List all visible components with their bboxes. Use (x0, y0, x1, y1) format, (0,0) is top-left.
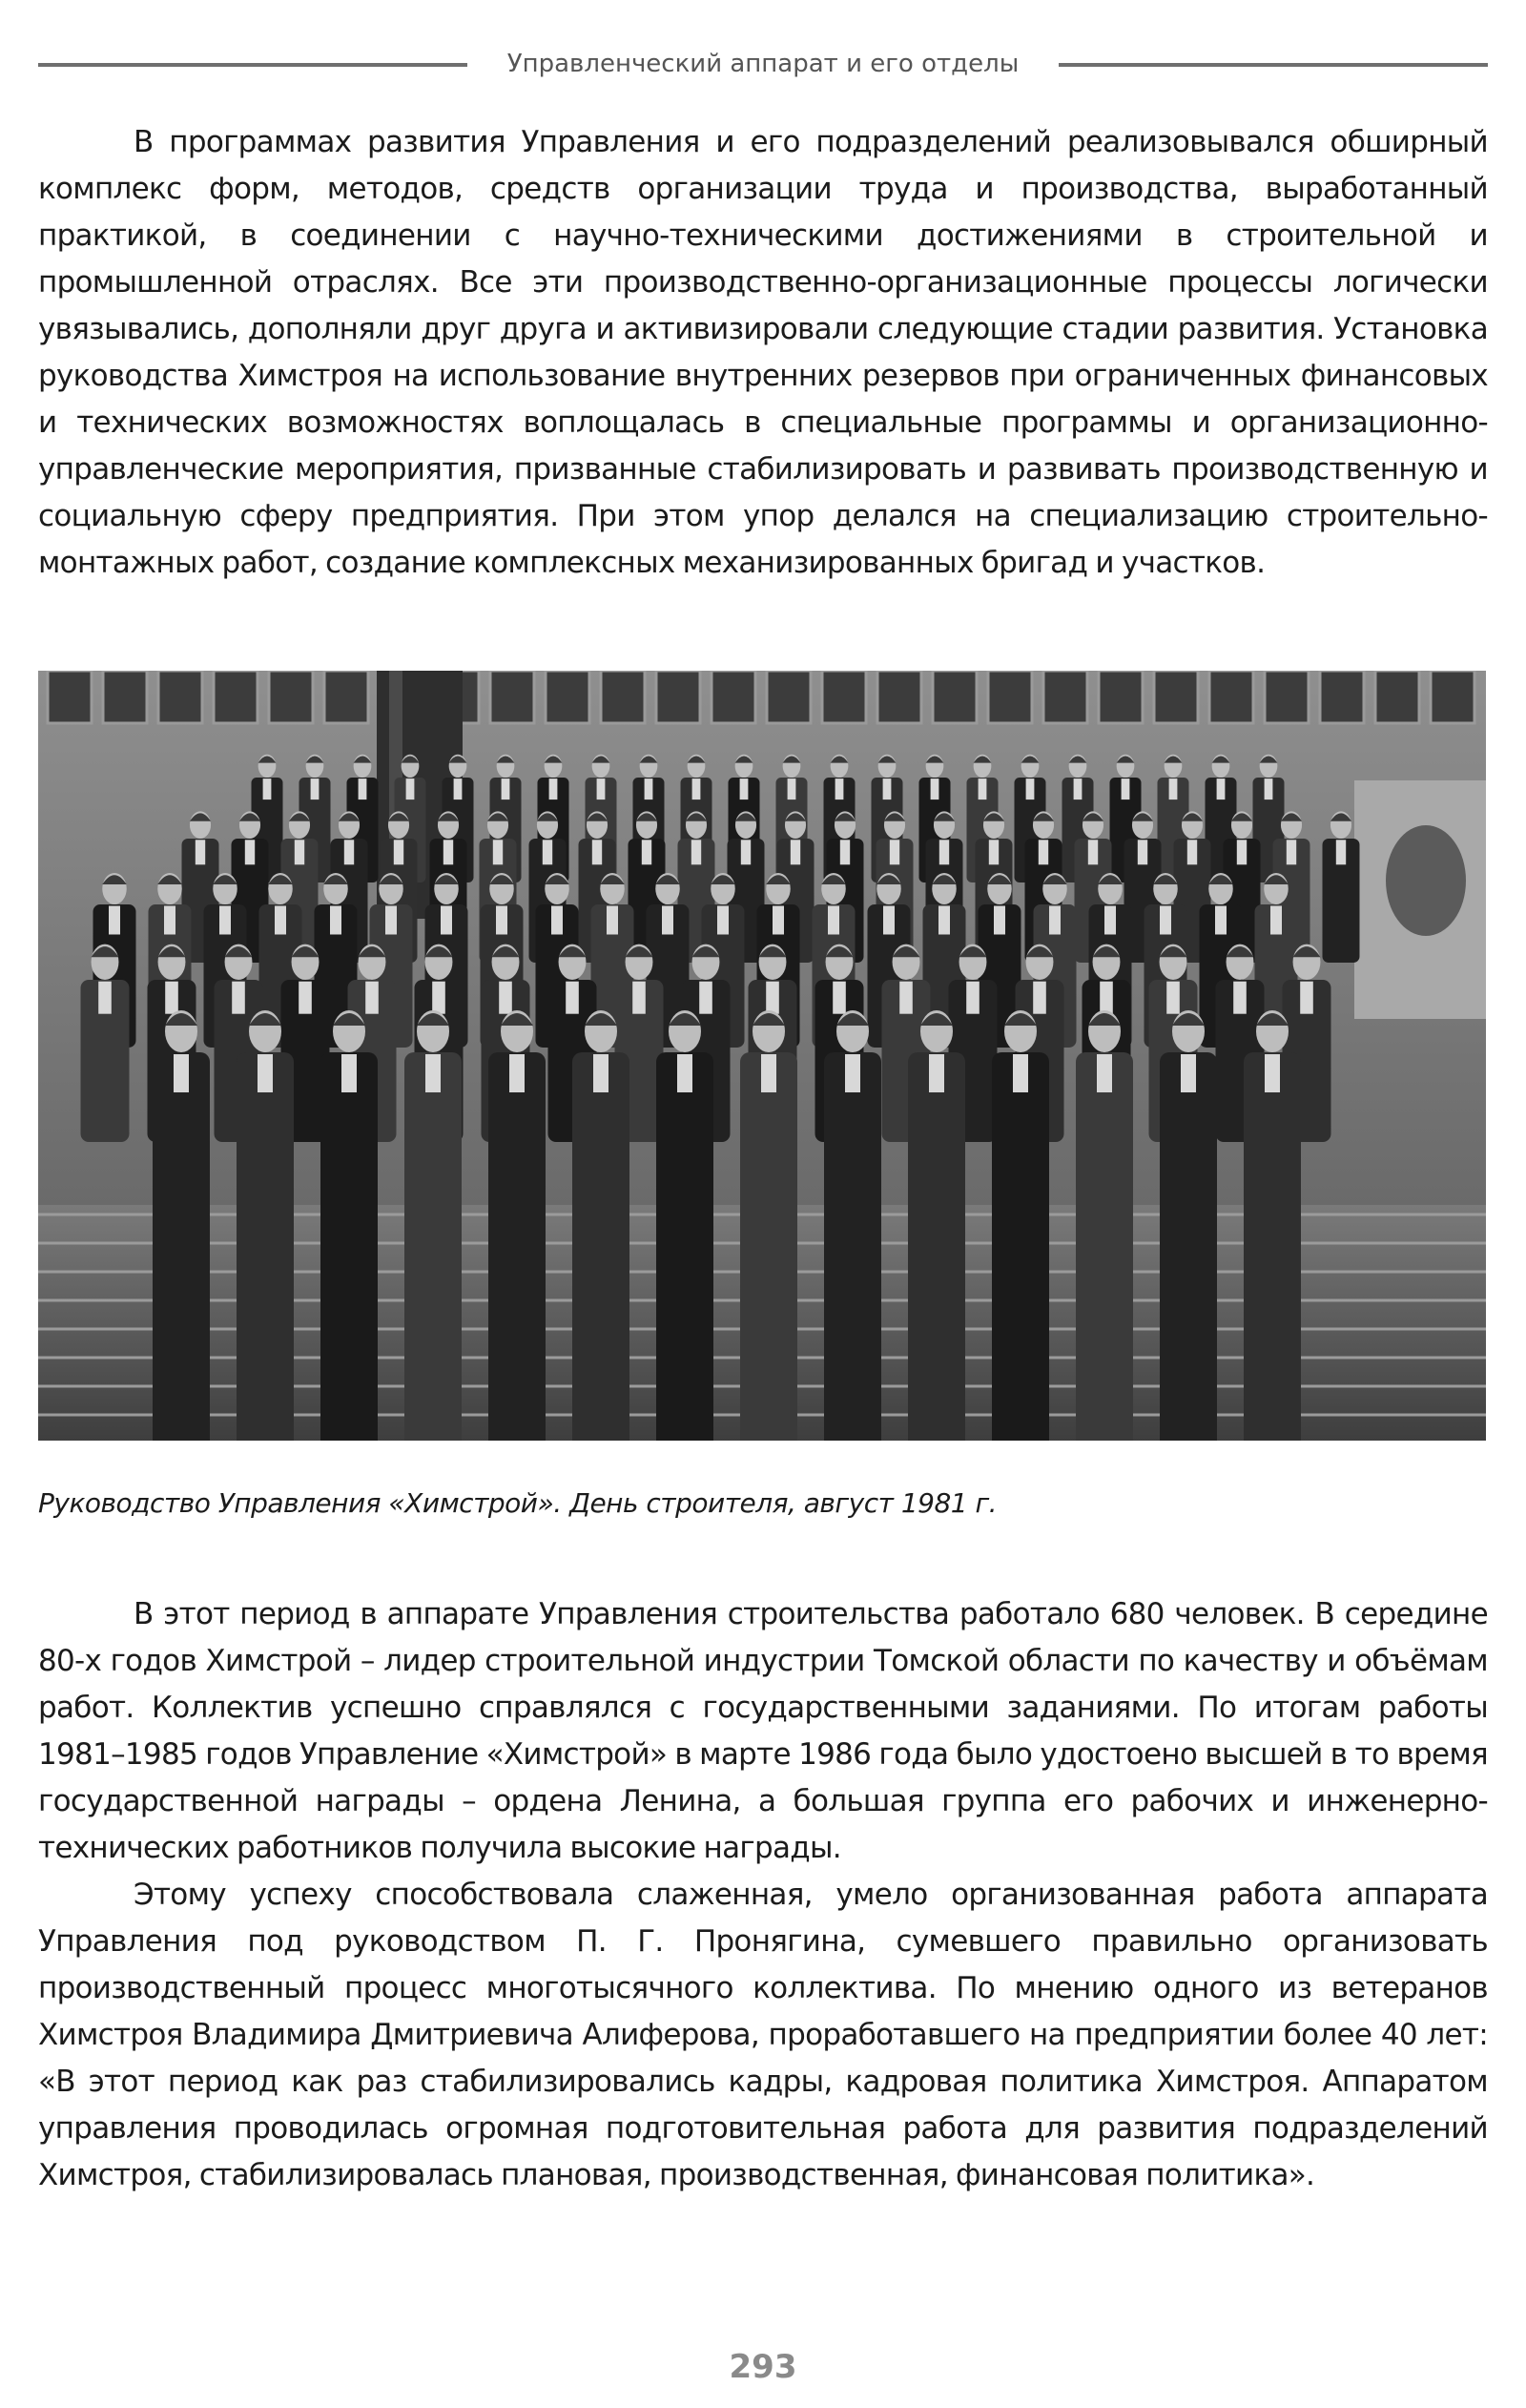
paragraph: В программах развития Управления и его подразделений реализовывался обширный комплекс форм, методов, средств организации труда и производства, выработанный практикой, в соединении с научно-техническими достижениями в строительной и промышленной отраслях. Все эти производственно-организационные процессы логически увязывались, дополняли друг друга и активизировали следующие стадии развития. Установка руководства Химстроя на использование внутренних резервов при ограниченных финансовых и технических возможностях воплощалась в специальные программы и организационно-управленческие мероприятия, призванные стабилизировать и развивать производственную и социальную сферу предприятия. При этом упор делался на специализацию строительно-монтажных работ, создание комплексных механизированных бригад и участков. (38, 125, 1488, 580)
header-rule-right (1059, 63, 1488, 67)
photo-caption: Руководство Управления «Химстрой». День строителя, август 1981 г. (38, 1487, 998, 1519)
paragraph: В этот период в аппарате Управления строительства работало 680 человек. В середине 80-х годов Химстрой – лидер строительной индустрии Томской области по качеству и объёмам работ. Коллектив успешно справлялся с государственными заданиями. По итогам работы 1981–1985 годов Управление «Химстрой» в марте 1986 года было удостоено высшей в то время государственной награды – ордена Ленина, а большая группа его рабочих и инженерно-технических работников получила высокие награды. (38, 1597, 1488, 1865)
body-text-top (38, 119, 1488, 587)
running-title: Управленческий аппарат и его отделы (506, 50, 1020, 78)
group-photo (38, 671, 1486, 1441)
paragraph: Этому успеху способствовала слаженная, умело организованная работа аппарата Управления под руководством П. Г. Пронягина, сумевшего правильно организовать производственный процесс многотысячного коллектива. По мнению одного из ветеранов Химстроя Владимира Дмитриевича Алиферова, проработавшего на предприятии более 40 лет: «В этот период как раз стабилизировались кадры, кадровая политика Химстроя. Аппаратом управления проводилась огромная подготовительная работа для развития подразделений Химстроя, стабилизировалась плановая, производственная, финансовая политика». (38, 1878, 1488, 2192)
page-number: 293 (729, 2348, 797, 2386)
header-rule-left (38, 63, 467, 67)
running-header (38, 50, 1488, 78)
body-text-bottom (38, 1591, 1488, 2199)
